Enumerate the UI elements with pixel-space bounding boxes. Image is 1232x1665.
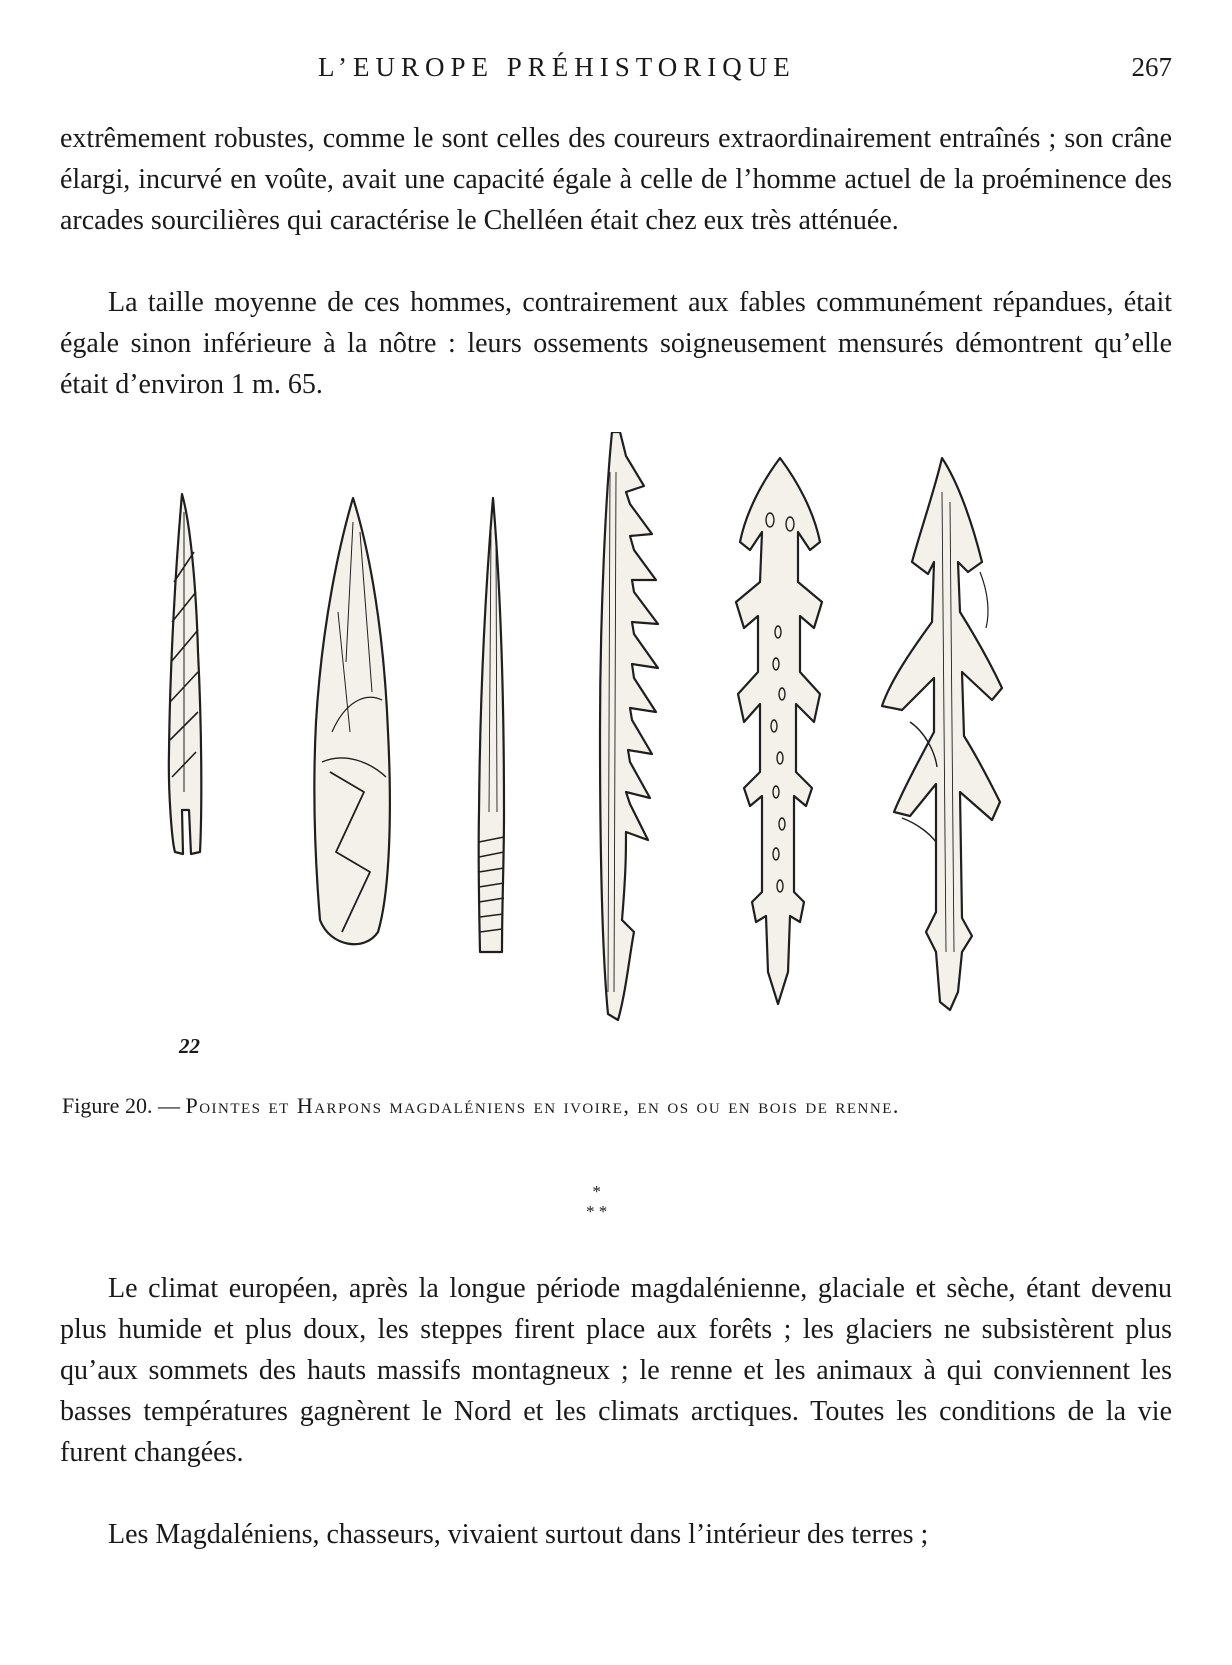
- sagaie-illustration: [479, 498, 504, 952]
- figure-illustration: [150, 432, 1090, 1092]
- paragraph-2: La taille moyenne de ces hommes, contrairement aux fables communément répandues, était égale sinon inférieure à la nôtre : leurs ossements soigneusement mensurés démontrent qu’elle était d’environ 1 m. 65.: [60, 287, 1172, 400]
- unilateral-harpoon-illustration: [600, 432, 658, 1020]
- running-title: L’EUROPE PRÉHISTORIQUE: [318, 52, 796, 82]
- page-number: 267: [1131, 52, 1172, 82]
- asterism-bottom: * *: [586, 1202, 608, 1221]
- figure-caption: [62, 1093, 1174, 1119]
- engraved-point-illustration: [169, 494, 201, 854]
- running-head: [0, 52, 1232, 92]
- leaf-point-illustration: [314, 498, 390, 944]
- bilateral-harpoon-dotted-illustration: [736, 458, 822, 1004]
- plate-number: 22: [179, 1034, 200, 1058]
- paragraph-1: extrêmement robustes, comme le sont celles des coureurs extraordinairement entraînés ; son crâne élargi, incurvé en voûte, avait une capacité égale à celle de l’homme actuel de la proéminence des arcades sourcilières qui caractérise le Chelléen était chez eux très atténuée.: [60, 123, 1172, 236]
- caption-text: Pointes et Harpons magdaléniens en ivoire, en os ou en bois de renne.: [185, 1093, 900, 1118]
- paragraph-3: Le climat européen, après la longue période magdalénienne, glaciale et sèche, étant devenu plus humide et plus doux, les steppes firent place aux forêts ; les glaciers ne subsistèrent plus qu’aux sommets des hauts massifs montagneux ; le renne et les animaux à qui conviennent les basses températures gagnèrent le Nord et les climats arctiques. Toutes les conditions de la vie furent changées.: [60, 1273, 1172, 1468]
- caption-label: Figure 20. —: [62, 1093, 180, 1118]
- asterism-separator: [586, 1182, 607, 1222]
- bilateral-harpoon-illustration: [882, 458, 1002, 1010]
- paragraph-4: Les Magdaléniens, chasseurs, vivaient surtout dans l’intérieur des terres ;: [108, 1519, 929, 1550]
- asterism-top: *: [592, 1182, 601, 1201]
